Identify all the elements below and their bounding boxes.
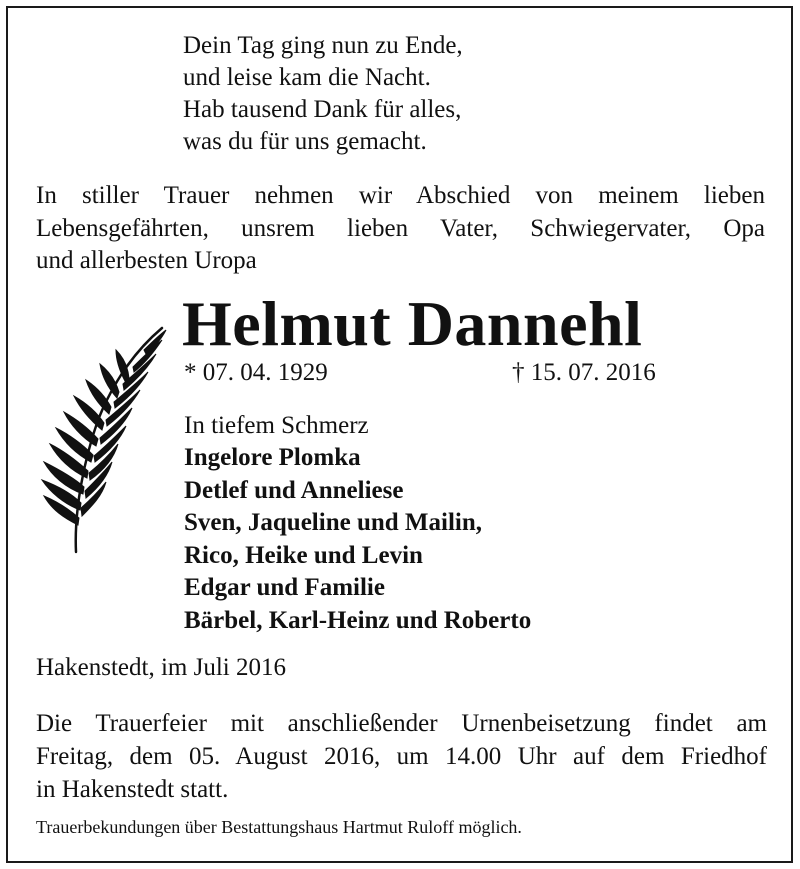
death-date: † 15. 07. 2016 <box>512 359 656 386</box>
poem-line: Dein Tag ging nun zu Ende, <box>183 32 463 59</box>
palm-leaf-icon <box>36 320 171 560</box>
mourner-name: Detlef und Anneliese <box>184 476 404 504</box>
ceremony-line: Freitag, dem 05. August 2016, um 14.00 Uhr auf dem Friedhof <box>36 743 767 770</box>
mourner-name: Edgar und Familie <box>184 574 385 601</box>
mourner-name: Bärbel, Karl-Heinz und Roberto <box>184 606 532 634</box>
ceremony-notice <box>36 707 767 806</box>
intro-line: In stiller Trauer nehmen wir Abschied von meinem lieben <box>36 182 765 209</box>
birth-date: * 07. 04. 1929 <box>184 359 328 386</box>
deceased-name: Helmut Dannehl <box>182 288 643 359</box>
poem-line: Hab tausend Dank für alles, <box>183 96 462 123</box>
mourner-name: Rico, Heike und Levin <box>184 541 423 569</box>
ceremony-line: in Hakenstedt statt. <box>36 776 229 803</box>
mourner-name: Ingelore Plomka <box>184 444 361 471</box>
memorial-poem <box>183 30 463 158</box>
intro-line: Lebensgefährten, unsrem lieben Vater, Schwiegervater, Opa <box>36 214 765 242</box>
poem-line: und leise kam die Nacht. <box>183 64 431 91</box>
intro-text <box>36 180 765 278</box>
condolence-note: Trauerbekundungen über Bestattungshaus Hartmut Ruloff möglich. <box>36 817 522 837</box>
mourner-name: Sven, Jaqueline und Mailin, <box>184 509 482 536</box>
mourners-list <box>184 442 531 637</box>
mourners-intro: In tiefem Schmerz <box>184 412 369 439</box>
place-date: Hakenstedt, im Juli 2016 <box>36 654 286 681</box>
ceremony-line: Die Trauerfeier mit anschließender Urnenbeisetzung findet am <box>36 710 767 737</box>
poem-line: was du für uns gemacht. <box>183 128 427 155</box>
intro-line: und allerbesten Uropa <box>36 247 257 274</box>
